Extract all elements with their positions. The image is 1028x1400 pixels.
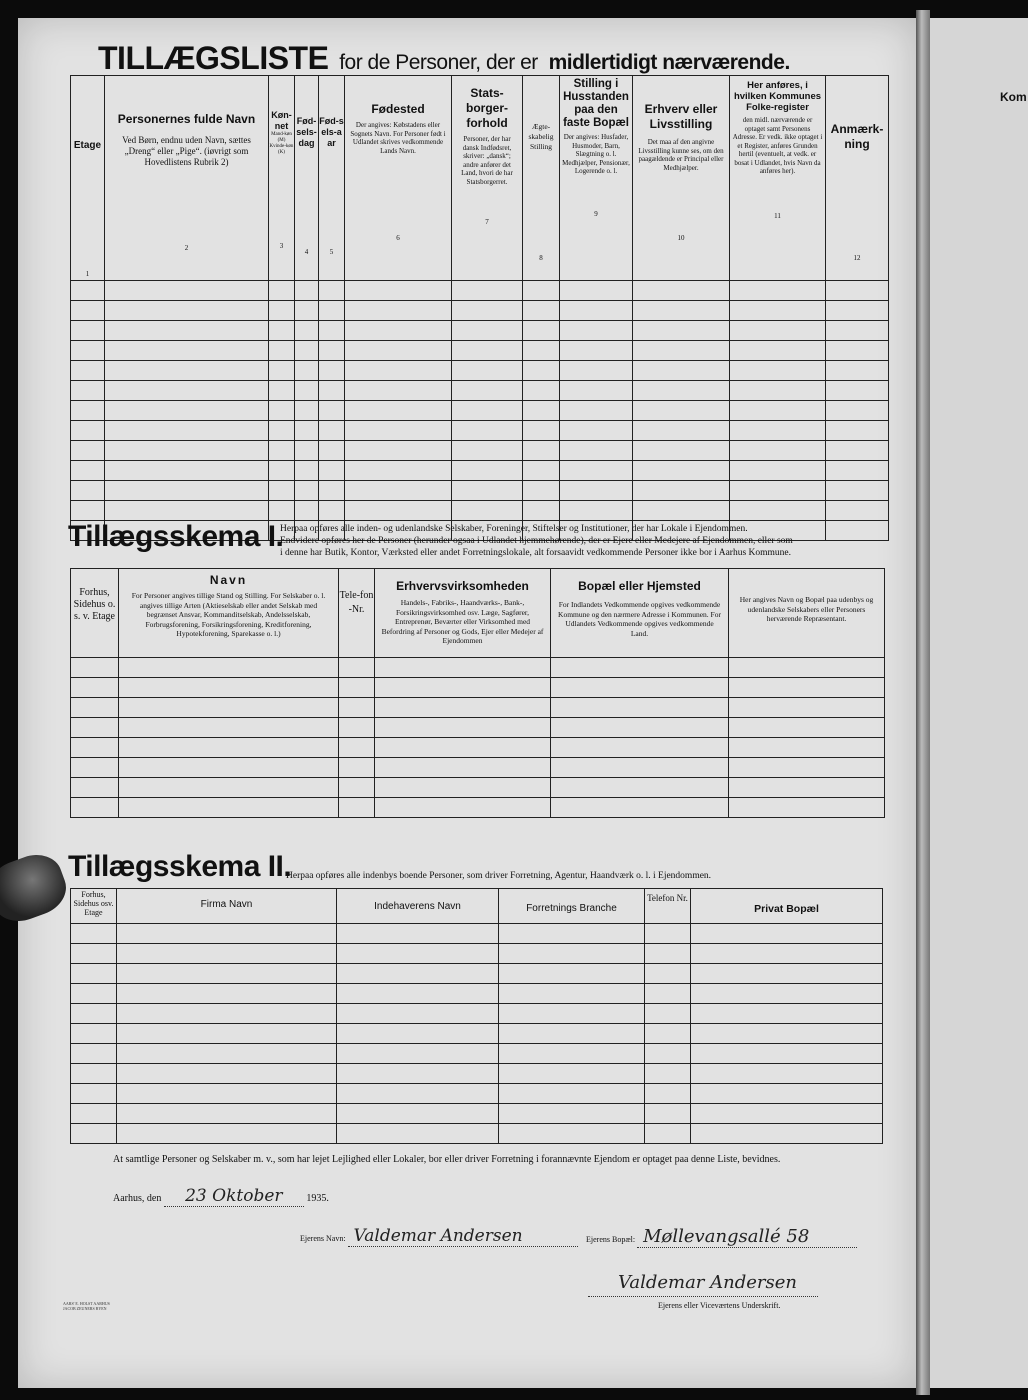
col-foedselsaar: Fød-sels-aar 5	[319, 76, 345, 281]
s1-col-bopael: Bopæl eller Hjemsted For Indlandets Vedkommende opgives vedkommende Kommune og den nærmere Adresse i Kommunen. For Udlandets Vedkommende opgives vedkommende Land.	[551, 569, 729, 658]
table-row	[71, 301, 889, 321]
owner-field	[348, 1226, 578, 1247]
form-page	[18, 18, 916, 1388]
table-row	[71, 944, 883, 964]
table-row	[71, 678, 885, 698]
city-label: Aarhus, den	[113, 1193, 162, 1204]
printer-mark: AARS' E. HOLST AARHUS JACOB ZEUNERS BYEN	[63, 1301, 110, 1311]
table-row	[71, 421, 889, 441]
skema1-intro-c: i denne har Butik, Kontor, Værksted eller andet Forretningslokale, alt forsaavidt vedkommende Personer ikke bor i Aarhus Kommune.	[280, 548, 792, 558]
table-row	[71, 1024, 883, 1044]
title-main: TILLÆGSLISTE	[98, 40, 329, 76]
s2-col-bopael: Privat Bopæl	[691, 889, 883, 924]
address-line	[586, 1226, 857, 1248]
table-row	[71, 361, 889, 381]
table-row	[71, 1004, 883, 1024]
skema1-intro	[280, 523, 890, 559]
skema1-intro-b: Endvidere opføres her de Personer (herunder ogsaa i Udlandet hjemmehørende), der er Ejere eller Medejere af Ejendommen, eller som	[280, 536, 793, 546]
title-mid: for de Personer, der er	[339, 51, 538, 74]
table-row	[71, 1064, 883, 1084]
col-folkeregister: Her anføres, i hvilken Kommunes Folke-register den midl. nærværende er optaget samt Personens Adresse. Er vedk. ikke optaget i et Register, anføres Grunden hertil (eventuelt, at vedk. er bosat i Udlandet, hvis Navn da anføres her). 11	[730, 76, 826, 281]
skema1-header-row	[71, 569, 885, 658]
handwritten-owner-name: Valdemar Andersen	[353, 1226, 523, 1246]
skema2-intro: Herpaa opføres alle indenbys boende Personer, som driver Forretning, Agentur, Haandværk o. l. i Ejendommen.	[286, 871, 712, 881]
table-row	[71, 501, 889, 521]
s2-col-firma: Firma Navn	[117, 889, 337, 924]
s2-col-etage: Forhus, Sidehus osv. Etage	[71, 889, 117, 924]
table-row	[71, 964, 883, 984]
s2-col-branche: Forretnings Branche	[499, 889, 645, 924]
book-spine	[916, 10, 930, 1395]
date-line	[113, 1186, 329, 1207]
table-row	[71, 1084, 883, 1104]
signature-label: Ejerens eller Viceværtens Underskrift.	[658, 1301, 781, 1310]
table-row	[71, 658, 885, 678]
col-aegteskabelig: Ægte-skabelig Stilling 8	[523, 76, 560, 281]
next-page-fragment: Kom	[1000, 90, 1027, 104]
s2-col-telefon: Telefon Nr.	[645, 889, 691, 924]
table-row	[71, 718, 885, 738]
handwritten-address: Møllevangsallé 58	[643, 1226, 810, 1247]
table-row	[71, 441, 889, 461]
title-end: midlertidigt nærværende.	[548, 51, 790, 74]
skema2-table	[70, 888, 883, 1144]
table-row	[71, 401, 889, 421]
year-label: 1935.	[306, 1193, 329, 1204]
table-row	[71, 1044, 883, 1064]
s1-col-telefon: Tele-fon-Nr.	[339, 569, 375, 658]
table-row	[71, 778, 885, 798]
col-anmaerkning: Anmærk-ning 12	[826, 76, 889, 281]
skema1-table	[70, 568, 885, 818]
table-row	[71, 738, 885, 758]
list-header-row	[71, 76, 889, 281]
col-erhverv: Erhverv eller Livsstilling Det maa af den angivne Livsstilling kunne ses, om den paagældende er Principal eller Medhjælper. 10	[633, 76, 730, 281]
s2-col-indehaver: Indehaverens Navn	[337, 889, 499, 924]
table-row	[71, 1124, 883, 1144]
skema1-intro-a: Herpaa opføres alle inden- og udenlandske Selskaber, Foreninger, Stiftelser og Institutioner, der har Lokale i Ejendommen.	[280, 524, 748, 534]
tillaegsliste-table	[70, 75, 889, 541]
col-foedselsdag: Fød-sels-dag 4	[295, 76, 319, 281]
s1-col-erhverv: Erhvervsvirksomheden Handels-, Fabriks-, Haandværks-, Bank-, Forsikringsvirksomhed osv. Læge, Sagfører, Entreprenør, Beværter eller Virksomhed med Befordring af Personer og Gods, Ejer eller Medejer af Ejendommen	[375, 569, 551, 658]
owner-label: Ejerens Navn:	[300, 1234, 346, 1243]
skema2-header-row	[71, 889, 883, 924]
next-page-edge	[930, 18, 1028, 1388]
table-row	[71, 1104, 883, 1124]
page-title	[98, 40, 790, 77]
handwritten-signature: Valdemar Andersen	[618, 1272, 797, 1293]
table-row	[71, 481, 889, 501]
skema2-title: Tillægsskema II.	[68, 850, 292, 883]
signature-line	[588, 1296, 818, 1297]
table-row	[71, 758, 885, 778]
table-row	[71, 341, 889, 361]
table-row	[71, 321, 889, 341]
table-row	[71, 698, 885, 718]
table-row	[71, 798, 885, 818]
col-statsborger: Stats-borger-forhold Personer, der har dansk Indfødsret, skriver: „dansk“; andre anfører det Land, hvori de har Statsborgerret. 7	[452, 76, 523, 281]
address-field	[637, 1226, 857, 1248]
table-row	[71, 924, 883, 944]
s1-col-navn: Navn For Personer angives tillige Stand og Stilling. For Selskaber o. l. angives tillige Arten (Aktieselskab eller andet Selskab med begrænset Ansvar, Kommanditselskab, Andelsselskab, Forbrugsforening, Forsikringsforening, Kreditforening, Hypotekforening, Sparekasse o. l.)	[119, 569, 339, 658]
col-koen: Køn-net Mand-køn (M) Kvinde-køn (K) 3	[269, 76, 295, 281]
s1-col-etage: Forhus, Sidehus o. s. v. Etage	[71, 569, 119, 658]
col-foedested: Fødested Der angives: Købstadens eller Sognets Navn. For Personer født i Udlandet skrives vedkommende Lands Navn. 6	[345, 76, 452, 281]
table-row	[71, 381, 889, 401]
table-row	[71, 984, 883, 1004]
col-stilling: Stilling i Husstanden paa den faste Bopæl Der angives: Husfader, Husmoder, Barn, Slægtning o. l. Medhjælper, Pensionær, Logerende o. l. 9	[560, 76, 633, 281]
attestation-statement: At samtlige Personer og Selskaber m. v., som har lejet Lejlighed eller Lokaler, bor eller driver Forretning i forannævnte Ejendom er optaget paa denne Liste, bevidnes.	[113, 1154, 781, 1165]
date-field	[164, 1186, 304, 1207]
table-row	[71, 281, 889, 301]
owner-line	[300, 1226, 578, 1247]
skema1-title: Tillægsskema I.	[68, 520, 284, 553]
address-label: Ejerens Bopæl:	[586, 1235, 636, 1244]
table-row	[71, 461, 889, 481]
s1-col-repraesentant: Her angives Navn og Bopæl paa udenbys og udenlandske Selskabers eller Personers herværende Repræsentant.	[729, 569, 885, 658]
col-navn: Personernes fulde Navn Ved Børn, endnu uden Navn, sættes „Dreng“ eller „Pige“. (iøvrigt som Hovedlistens Rubrik 2) 2	[105, 76, 269, 281]
col-etage: Etage 1	[71, 76, 105, 281]
handwritten-date: 23 Oktober	[185, 1186, 283, 1206]
